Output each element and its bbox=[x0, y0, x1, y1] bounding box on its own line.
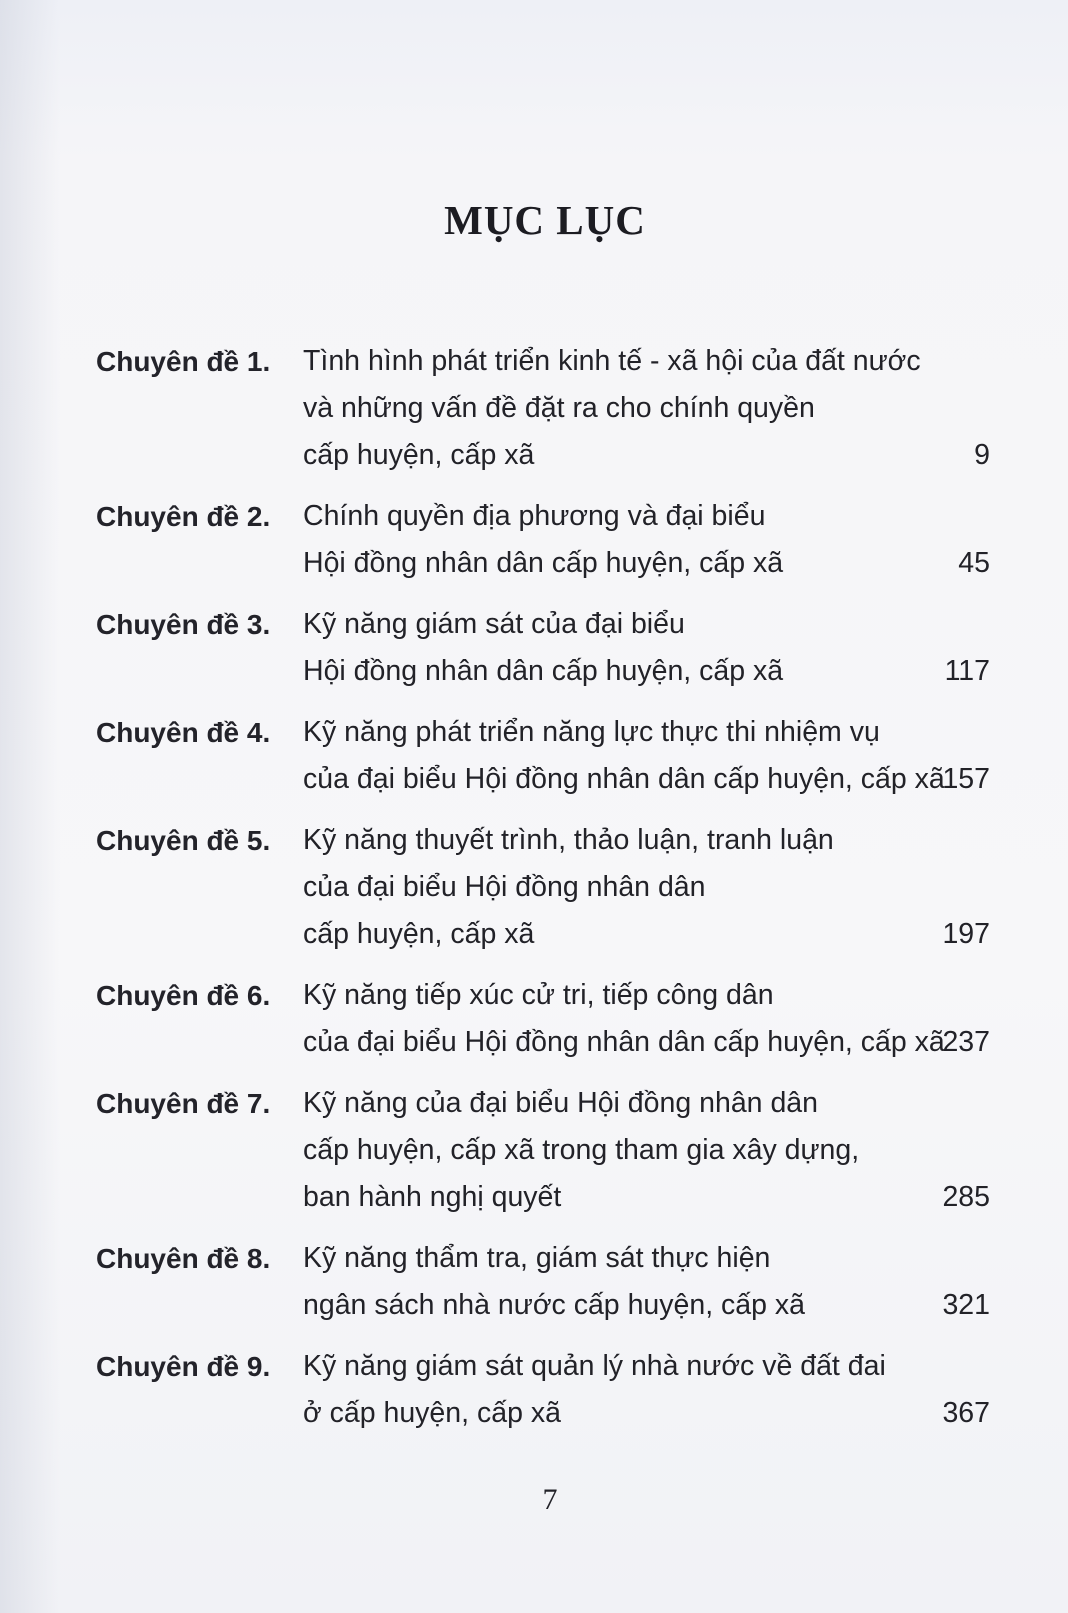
toc-entry-9 bbox=[96, 1343, 990, 1437]
toc-entry-line: Kỹ năng của đại biểu Hội đồng nhân dân bbox=[303, 1087, 818, 1119]
toc-entry-label: Chuyên đề 3. bbox=[96, 609, 271, 640]
toc-entry-page: 197 bbox=[942, 918, 990, 950]
toc-entry-label: Chuyên đề 1. bbox=[96, 346, 271, 377]
toc-entry-label: Chuyên đề 4. bbox=[96, 717, 271, 748]
page-title: MỤC LỤC bbox=[444, 197, 646, 243]
toc-entry-title bbox=[303, 709, 945, 803]
toc-entry-label: Chuyên đề 2. bbox=[96, 501, 271, 532]
toc-entry-line: của đại biểu Hội đồng nhân dân bbox=[303, 871, 706, 903]
toc-entry-line: cấp huyện, cấp xã trong tham gia xây dựng, bbox=[303, 1134, 860, 1166]
toc-entry-page: 157 bbox=[942, 763, 990, 795]
page-number: 7 bbox=[542, 1483, 558, 1516]
toc-entry-line: cấp huyện, cấp xã bbox=[303, 918, 535, 950]
toc-entry-title bbox=[303, 817, 933, 958]
toc-entry-label: Chuyên đề 7. bbox=[96, 1088, 271, 1119]
toc-entry-title bbox=[303, 1080, 933, 1221]
toc-entry-line: của đại biểu Hội đồng nhân dân cấp huyện, cấp xã bbox=[303, 763, 945, 795]
toc-entry-title bbox=[303, 601, 933, 695]
toc-entry-line: ở cấp huyện, cấp xã bbox=[303, 1397, 561, 1429]
table-of-contents bbox=[96, 338, 990, 1451]
toc-entry-4 bbox=[96, 709, 990, 803]
toc-entry-line: Kỹ năng thẩm tra, giám sát thực hiện bbox=[303, 1242, 771, 1274]
toc-entry-label: Chuyên đề 6. bbox=[96, 980, 271, 1011]
toc-entry-page: 117 bbox=[944, 655, 990, 687]
toc-entry-line: Chính quyền địa phương và đại biểu bbox=[303, 500, 766, 532]
toc-entry-8 bbox=[96, 1235, 990, 1329]
toc-entry-5 bbox=[96, 817, 990, 958]
toc-entry-7 bbox=[96, 1080, 990, 1221]
toc-entry-line: và những vấn đề đặt ra cho chính quyền bbox=[303, 392, 815, 424]
toc-entry-line: Kỹ năng tiếp xúc cử tri, tiếp công dân bbox=[303, 979, 774, 1011]
toc-entry-3 bbox=[96, 601, 990, 695]
toc-entry-1 bbox=[96, 338, 990, 479]
toc-entry-line: ban hành nghị quyết bbox=[303, 1181, 562, 1213]
toc-entry-title bbox=[303, 972, 945, 1066]
toc-entry-page: 321 bbox=[942, 1289, 990, 1321]
toc-entry-line: ngân sách nhà nước cấp huyện, cấp xã bbox=[303, 1289, 806, 1321]
toc-entry-line: cấp huyện, cấp xã bbox=[303, 439, 535, 471]
toc-entry-line: Hội đồng nhân dân cấp huyện, cấp xã bbox=[303, 547, 784, 579]
toc-entry-label: Chuyên đề 5. bbox=[96, 825, 271, 856]
toc-entry-title bbox=[303, 338, 933, 479]
toc-entry-line: Tình hình phát triển kinh tế - xã hội của đất nước bbox=[303, 345, 921, 377]
toc-entry-page: 9 bbox=[974, 439, 990, 471]
toc-entry-line: Kỹ năng phát triển năng lực thực thi nhiệm vụ bbox=[303, 716, 880, 748]
toc-entry-2 bbox=[96, 493, 990, 587]
toc-entry-line: Kỹ năng giám sát của đại biểu bbox=[303, 608, 685, 640]
toc-entry-6 bbox=[96, 972, 990, 1066]
toc-entry-title bbox=[303, 1235, 933, 1329]
toc-entry-page: 237 bbox=[942, 1026, 990, 1058]
toc-entry-label: Chuyên đề 8. bbox=[96, 1243, 271, 1274]
toc-entry-line: Hội đồng nhân dân cấp huyện, cấp xã bbox=[303, 655, 784, 687]
toc-entry-line: Kỹ năng thuyết trình, thảo luận, tranh luận bbox=[303, 824, 834, 856]
toc-entry-line: của đại biểu Hội đồng nhân dân cấp huyện, cấp xã bbox=[303, 1026, 945, 1058]
toc-entry-page: 285 bbox=[942, 1181, 990, 1213]
toc-entry-page: 367 bbox=[942, 1397, 990, 1429]
toc-entry-title bbox=[303, 1343, 933, 1437]
toc-entry-line: Kỹ năng giám sát quản lý nhà nước về đất đai bbox=[303, 1350, 886, 1382]
toc-entry-label: Chuyên đề 9. bbox=[96, 1351, 271, 1382]
toc-entry-page: 45 bbox=[958, 547, 990, 579]
toc-entry-title bbox=[303, 493, 933, 587]
